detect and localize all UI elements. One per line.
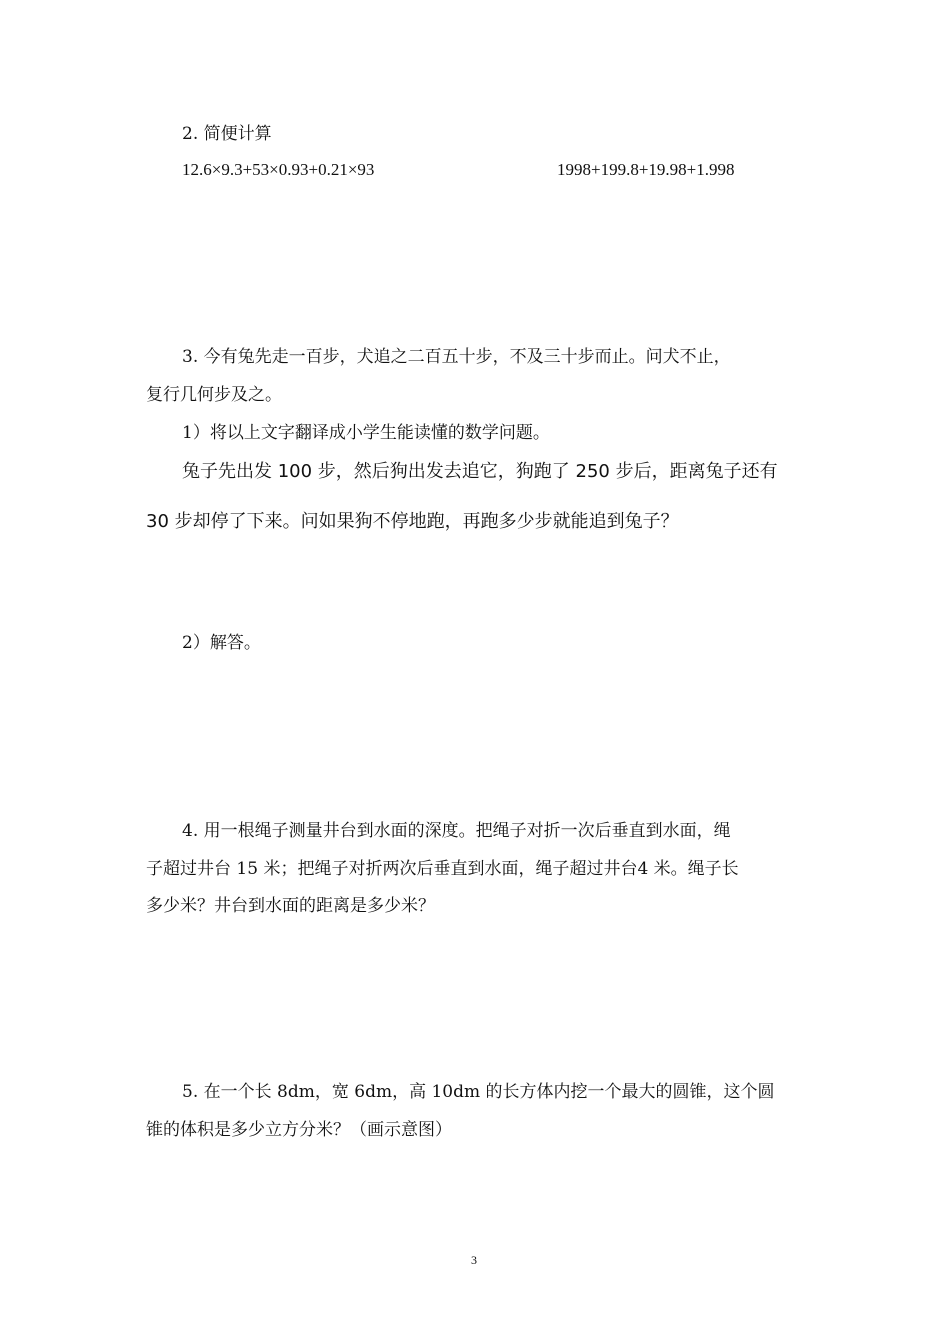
q5-text-line-2: 锥的体积是多少立方分米？（画示意图） (146, 1120, 452, 1140)
q3-part-1-label: 1）将以上文字翻译成小学生能读懂的数学问题。 (182, 423, 550, 443)
q2-expression-left: 12.6×9.3+53×0.93+0.21×93 (182, 160, 375, 179)
page-number: 3 (471, 1253, 477, 1267)
q5-text-line-1: 5. 在一个长 8dm，宽 6dm，高 10dm 的长方体内挖一个最大的圆锥，这个圆 (182, 1082, 775, 1102)
q4-text-line-1: 4. 用一根绳子测量井台到水面的深度。把绳子对折一次后垂直到水面，绳 (182, 821, 731, 841)
q2-expression-right: 1998+199.8+19.98+1.998 (557, 160, 735, 179)
q3-answer-line-2: 30 步却停了下来。问如果狗不停地跑，再跑多少步就能追到兔子？ (146, 511, 679, 532)
q3-text-line-2: 复行几何步及之。 (146, 385, 282, 405)
q4-text-line-3: 多少米？井台到水面的距离是多少米？ (146, 896, 435, 916)
q3-answer-line-1: 兔子先出发 100 步，然后狗出发去追它，狗跑了 250 步后，距离兔子还有 (182, 461, 778, 482)
q3-part-2-label: 2）解答。 (182, 633, 261, 653)
q2-heading: 2. 简便计算 (182, 124, 272, 144)
q4-text-line-2: 子超过井台 15 米；把绳子对折两次后垂直到水面，绳子超过井台4 米。绳子长 (146, 859, 739, 879)
q3-text-line-1: 3. 今有兔先走一百步，犬追之二百五十步，不及三十步而止。问犬不止， (182, 347, 731, 367)
